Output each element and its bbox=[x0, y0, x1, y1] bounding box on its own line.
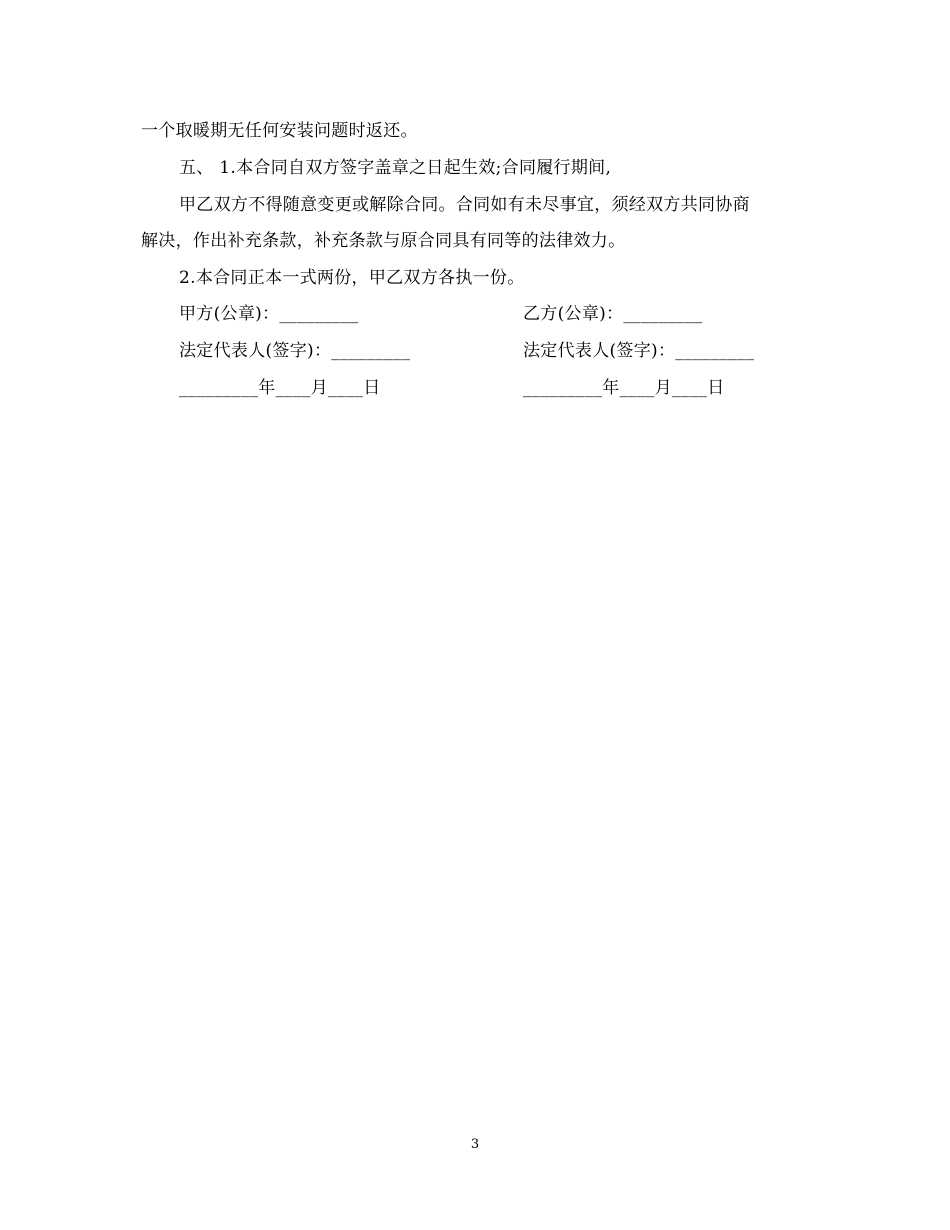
paragraph-line: 五、 1.本合同自双方签字盖章之日起生效;合同履行期间, bbox=[179, 158, 612, 178]
party-b-seal-field: 乙方(公章)：_________ bbox=[523, 304, 703, 324]
paragraph-line: 甲乙双方不得随意变更或解除合同。合同如有未尽事宜，须经双方共同协商 bbox=[179, 195, 750, 215]
party-a-representative-field: 法定代表人(签字)：_________ bbox=[179, 341, 411, 361]
paragraph-line: 一个取暖期无任何安装问题时返还。 bbox=[141, 121, 418, 141]
party-a-seal-field: 甲方(公章)：_________ bbox=[179, 304, 359, 324]
party-b-date-field: _________年____月____日 bbox=[523, 378, 725, 398]
party-a-date-field: _________年____月____日 bbox=[179, 378, 381, 398]
paragraph-line: 解决，作出补充条款，补充条款与原合同具有同等的法律效力。 bbox=[141, 231, 626, 251]
party-b-representative-field: 法定代表人(签字)：_________ bbox=[523, 341, 755, 361]
page-number: 3 bbox=[470, 1137, 480, 1152]
paragraph-line: 2.本合同正本一式两份，甲乙双方各执一份。 bbox=[179, 268, 525, 288]
